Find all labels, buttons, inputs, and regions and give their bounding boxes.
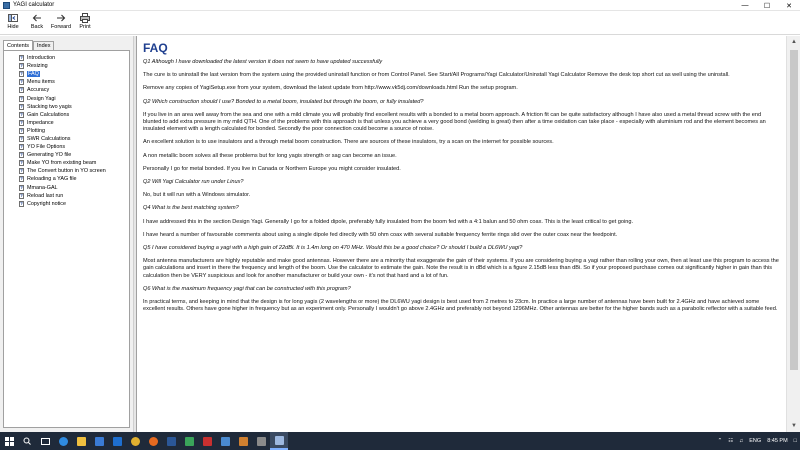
help-topic-icon: ?: [20, 87, 23, 93]
system-tray: [715, 432, 800, 450]
hide-icon: [8, 13, 18, 23]
toc-item[interactable]: [4, 94, 129, 102]
toc-item[interactable]: [4, 86, 129, 94]
toc-item[interactable]: [4, 159, 129, 167]
topic-content: [136, 36, 786, 432]
faq-question: Q5 I have considered buying a yagi with a high gain of 22dBi. It is 1.4m long on 470 MHz. Would this be a good choice? Or should I build a DL6WU yagi?: [143, 245, 523, 252]
toc-item[interactable]: [4, 175, 129, 183]
toc-item[interactable]: [4, 54, 129, 62]
contents-tree: [3, 50, 130, 428]
back-button[interactable]: [26, 11, 48, 35]
help-topic-icon: ?: [20, 152, 23, 158]
word-icon[interactable]: [162, 432, 180, 450]
toc-item[interactable]: [4, 192, 129, 200]
language-indicator[interactable]: ENG: [749, 438, 762, 444]
scrollbar-thumb[interactable]: [790, 50, 798, 370]
faq-answer-paragraph: No, but it will run with a Windows simulator.: [143, 192, 251, 199]
taskbar: [0, 432, 800, 450]
help-topic-icon: ?: [20, 200, 23, 206]
back-label: Back: [30, 24, 44, 30]
toc-item[interactable]: [4, 151, 129, 159]
toc-item-label: The Convert button in YO screen: [27, 168, 106, 175]
faq-question: Q4 What is the best matching system?: [143, 205, 239, 212]
toc-item-label: Impedance: [27, 119, 54, 126]
toc-item[interactable]: [4, 135, 129, 143]
toc-item[interactable]: [4, 62, 129, 70]
help-topic-icon: ?: [20, 127, 23, 133]
help-topic-icon: ?: [20, 192, 23, 198]
window-controls: [734, 0, 800, 11]
app-icon-orange[interactable]: [234, 432, 252, 450]
scroll-up-icon[interactable]: ▲: [791, 39, 797, 45]
help-topic-icon: ?: [20, 95, 23, 101]
app-icon-green[interactable]: [180, 432, 198, 450]
toc-item-label: Reload last run: [27, 192, 64, 199]
help-topic-icon: ?: [20, 119, 23, 125]
windows-icon: [5, 437, 14, 446]
clock[interactable]: 8:45 PM: [767, 438, 788, 444]
task-view-icon[interactable]: [36, 432, 54, 450]
start-button[interactable]: [0, 432, 18, 450]
toc-item-label: FAQ: [28, 71, 39, 78]
volume-icon[interactable]: ♫: [739, 438, 744, 444]
help-topic-icon: ?: [20, 55, 23, 61]
toc-item[interactable]: [4, 200, 129, 208]
toc-item[interactable]: [4, 184, 129, 192]
toc-item-label: YO File Options: [27, 144, 66, 151]
toc-item-label: Accuracy: [27, 87, 50, 94]
toc-item-label: Make YO from existing beam: [27, 160, 97, 167]
network-icon[interactable]: ☷: [728, 438, 734, 444]
back-arrow-icon: [32, 13, 42, 23]
help-topic-icon: ?: [20, 168, 23, 174]
faq-answer-paragraph: Personally I go for metal bonded. If you live in Canada or Northern Europe you might consider insulated.: [143, 165, 401, 172]
toolbar: [0, 11, 800, 35]
tray-chevron-icon[interactable]: ⌃: [717, 438, 723, 444]
vertical-scrollbar[interactable]: [786, 36, 800, 432]
scroll-down-icon[interactable]: ▼: [791, 423, 797, 429]
faq-answer-paragraph: In practical terms, and keeping in mind that the design is for long yagis (2 wavelengths or more) the DL6WU yagi design is best used from 2 metres to 23cm. In practice a large number of antennas have been built for 2.4GHz and have achieved some excellent results. Others have gone higher in frequency but as an experiment only. Personally I wouldn't go above 2.4GHz and preferably not beyond 1296MHz. Other antennas are better for the higher bands such as a parabolic reflector with a suitable feed.: [143, 299, 778, 313]
help-topic-icon: ?: [20, 71, 23, 77]
mail-icon[interactable]: [108, 432, 126, 450]
help-topic-icon: ?: [20, 111, 23, 117]
nav-tabs: [3, 40, 54, 50]
forward-arrow-icon: [56, 13, 66, 23]
toc-item-label: Reloading a YAG file: [27, 176, 77, 183]
notifications-icon[interactable]: □: [793, 438, 797, 444]
forward-button[interactable]: [50, 11, 72, 35]
help-topic-icon: ?: [20, 184, 23, 190]
toc-item[interactable]: [4, 119, 129, 127]
faq-answer-paragraph: An excellent solution is to use insulators and a through metal boom construction. There are sources of these insulators, try a scan on the internet for possible sources.: [143, 139, 554, 146]
faq-question: Q6 What is the maximum frequency yagi that can be constructed with this program?: [143, 285, 351, 292]
faq-question: Q2 Which construction should I use? Bonded to a metal boom, insulated but through the boom, or fully insulated?: [143, 98, 424, 105]
title-bar: [0, 0, 800, 11]
faq-answer-paragraph: If you live in an area well away from the sea and one with a mild climate you will probably find excellent results with a bonded to a metal boom approach. A friction fit can be quite satisfactory although I have also used a metal thread screw with the end blunted to add extra pressure in my mild QTH. One of the problems with this approach is that unless you achieve a very good bond (welding is great) then after a time oxidation can take place - especially with aluminium rod and the element becomes an insulated element with a length calculated for bonded. Secondly the poor connection could become a source of noise.: [143, 111, 766, 133]
toc-item[interactable]: [4, 103, 129, 111]
tab-contents[interactable]: Contents: [3, 40, 33, 50]
help-topic-icon: ?: [20, 103, 23, 109]
toc-item[interactable]: [4, 111, 129, 119]
faq-answer-paragraph: The cure is to uninstall the last version from the system using the provided uninstall function or from Control Panel. See Start/All Programs/Yagi Calculator/Uninstall Yagi Calculator Remove the desk top short cut as well using the uninstall.: [143, 72, 730, 79]
app-icon-blue[interactable]: [216, 432, 234, 450]
topic-body: [143, 59, 780, 313]
hide-label: Hide: [7, 24, 19, 30]
toc-item-label: Mmana-GAL: [27, 184, 58, 191]
chrome-icon[interactable]: [126, 432, 144, 450]
maximize-button[interactable]: ☐: [763, 2, 771, 10]
print-label: Print: [79, 24, 91, 30]
toc-item-label: Copyright notice: [27, 200, 66, 207]
faq-answer-paragraph: I have heard a number of favourable comments about using a single dipole fed directly with 50 ohm coax with several suitable frequency ferrite rings slid over the outer coax near the feedpoint.: [143, 231, 618, 238]
faq-answer-paragraph: I have addressed this in the section Design Yagi. Generally I go for a folded dipole, preferably fully insulated from the boom fed with a 4:1 balun and 50 ohm coax. This is the least critical to get going.: [143, 218, 634, 225]
search-icon[interactable]: [18, 432, 36, 450]
navigation-pane: [0, 36, 133, 432]
toc-item[interactable]: [4, 127, 129, 135]
toc-item[interactable]: [4, 78, 129, 86]
help-topic-icon: ?: [20, 79, 23, 85]
toc-item[interactable]: [4, 70, 129, 78]
tab-index[interactable]: Index: [33, 41, 54, 50]
toc-item-label: Plotting: [27, 127, 45, 134]
yagi-calculator-taskbar-icon[interactable]: [270, 432, 288, 450]
forward-label: Forward: [50, 24, 72, 30]
app-icon-red[interactable]: [198, 432, 216, 450]
toc-item-label: Generating YO file: [27, 152, 72, 159]
toc-item-label: Design Yagi: [27, 95, 56, 102]
faq-answer-paragraph: A non metallic boom solves all these problems but for long yagis strength or sag can become an issue.: [143, 152, 397, 159]
help-topic-icon: ?: [20, 63, 23, 69]
toc-item[interactable]: [4, 143, 129, 151]
help-topic-icon: ?: [20, 135, 23, 141]
toc-item-label: SWR Calculations: [27, 135, 71, 142]
toc-item-label: Introduction: [27, 55, 56, 62]
firefox-icon[interactable]: [144, 432, 162, 450]
app-icon: [3, 2, 10, 9]
toc-item-label: Gain Calculations: [27, 111, 70, 118]
toc-item-label: Stacking two yagis: [27, 103, 72, 110]
app-icon-gray[interactable]: [252, 432, 270, 450]
minimize-button[interactable]: —: [741, 2, 749, 9]
window-title: YAGI calculator: [13, 2, 55, 8]
faq-question: Q1 Although I have downloaded the latest version it does not seem to have updated successfully: [143, 59, 383, 65]
edge-icon[interactable]: [54, 432, 72, 450]
page-title: FAQ: [143, 41, 168, 55]
toc-item[interactable]: [4, 167, 129, 175]
faq-question: Q2 Will Yagi Calculator run under Linux?: [143, 179, 244, 186]
close-button[interactable]: ✕: [786, 2, 792, 10]
print-button[interactable]: [74, 11, 96, 35]
faq-answer-paragraph: Most antenna manufacturers are highly reputable and make good antennas. However there are a minority that exaggerate the gain of their systems. If you are considering buying a yagi rather than rolling your own, then at least use this program to access the gain calculations and insert in there the frequency and length of the boom. Use the calculator to estimate the gain. Note the result is in dBd which is a figure 2.15dB less than dBi. So if your proposed purchase comes out significantly higher in gain than this calculation then be VERY suspicious and look for another manufacturer or build your own - it's not that hard and a lot of fun.: [143, 258, 779, 279]
toc-item-label: Resizing: [27, 63, 48, 70]
store-icon[interactable]: [90, 432, 108, 450]
help-topic-icon: ?: [20, 144, 23, 150]
help-topic-icon: ?: [20, 176, 23, 182]
file-explorer-icon[interactable]: [72, 432, 90, 450]
faq-answer-paragraph: Remove any copies of YagiSetup.exe from your system, download the latest update from http://www.vk5dj.com/downloads.html Run the setup program.: [143, 85, 518, 92]
hide-button[interactable]: [2, 11, 24, 35]
printer-icon: [80, 13, 90, 23]
help-topic-icon: ?: [20, 160, 23, 166]
toc-item-label: Menu items: [27, 79, 55, 86]
